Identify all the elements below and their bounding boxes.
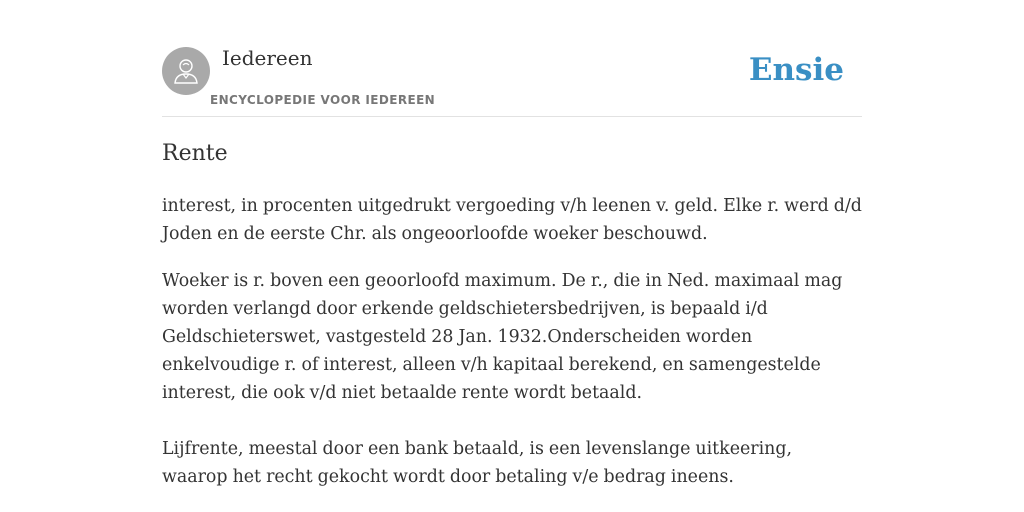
article-paragraph-2: Woeker is r. boven een geoorloofd maximum. De r., die in Ned. maximaal mag worden verlangd door erkende geldschietersbedrijven, is bepaald i/d Geldschieterswet, vastgesteld 28 Jan. 1932.Onderscheiden worden enkelvoudige r. of interest, alleen v/h kapitaal berekend, en samengestelde interest, die ook v/d niet betaalde rente wordt betaald. xyxy=(162,271,843,403)
author-name[interactable]: Iedereen xyxy=(222,46,313,70)
user-icon xyxy=(171,56,201,86)
article-paragraph-1: interest, in procenten uitgedrukt vergoeding v/h leenen v. geld. Elke r. werd d/d Joden en de eerste Chr. als ongeoorloofde woeker beschouwd. xyxy=(162,196,862,244)
author-subtitle: ENCYCLOPEDIE VOOR IEDEREEN xyxy=(210,93,436,107)
brand-logo[interactable]: Ensie xyxy=(748,52,844,88)
article-title: Rente xyxy=(162,141,228,166)
author-header xyxy=(162,46,862,117)
author-avatar[interactable] xyxy=(162,47,210,95)
article-paragraph-3: Lijfrente, meestal door een bank betaald, is een levenslange uitkeering, waarop het recht gekocht wordt door betaling v/e bedrag ineens. xyxy=(162,439,793,487)
